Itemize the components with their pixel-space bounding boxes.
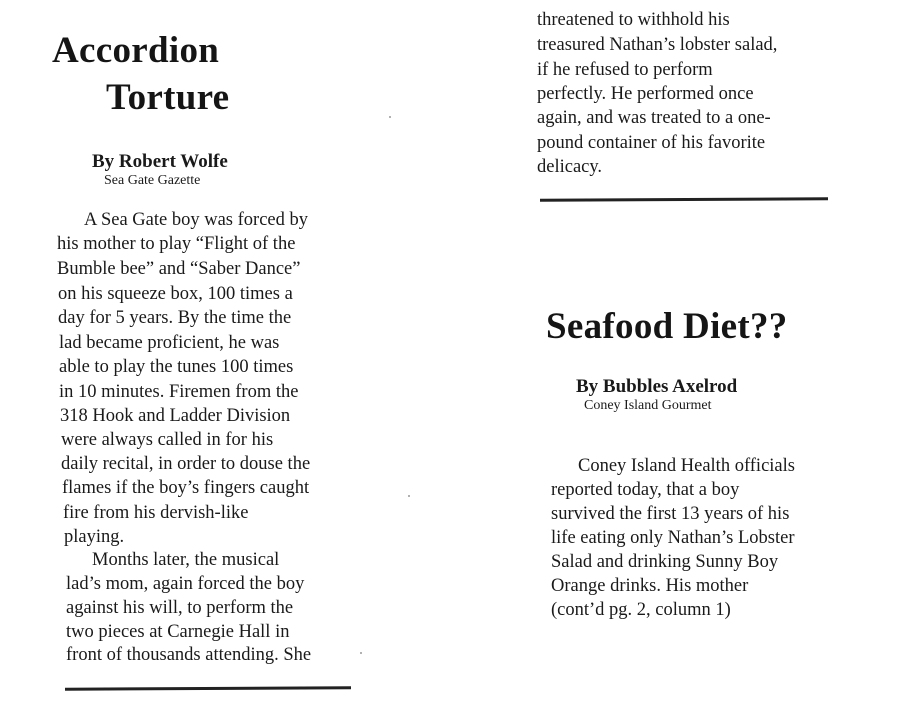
article1-line: on his squeeze box, 100 times a <box>58 284 293 304</box>
article1-byline: By Robert Wolfe <box>92 151 228 172</box>
scan-speck <box>389 116 391 118</box>
article1-line: able to play the tunes 100 times <box>59 357 294 377</box>
article1-line: against his will, to perform the <box>66 598 294 618</box>
article2-source: Coney Island Gourmet <box>584 398 712 413</box>
article1-line: flames if the boy’s fingers caught <box>62 478 310 498</box>
article2-line: Orange drinks. His mother <box>551 576 749 596</box>
article1-line: fire from his dervish-like <box>63 503 249 523</box>
article2-line: Coney Island Health officials <box>578 456 795 476</box>
article1-continued-line: again, and was treated to a one- <box>537 108 771 128</box>
article1-continued-line: perfectly. He performed once <box>537 84 754 104</box>
article2-byline: By Bubbles Axelrod <box>576 376 738 397</box>
article2-line: (cont’d pg. 2, column 1) <box>551 600 731 620</box>
article1-line: lad’s mom, again forced the boy <box>66 574 305 594</box>
article1-line: playing. <box>64 527 125 547</box>
article2-line: reported today, that a boy <box>551 480 740 500</box>
article1-headline-line2: Torture <box>106 77 230 118</box>
article1-continued-line: if he refused to perform <box>537 60 713 80</box>
article1-line: in 10 minutes. Firemen from the <box>59 382 299 402</box>
article1-line: Bumble bee” and “Saber Dance” <box>57 259 301 279</box>
article1-line: were always called in for his <box>61 430 274 450</box>
article2-line: Salad and drinking Sunny Boy <box>551 552 779 572</box>
article1-continued-bottom-rule <box>540 197 828 202</box>
article1-line: A Sea Gate boy was forced by <box>84 210 308 230</box>
article1-continued-line: treasured Nathan’s lobster salad, <box>537 35 778 55</box>
article1-continued-line: delicacy. <box>537 157 603 177</box>
scan-speck <box>360 652 362 654</box>
article1-line: 318 Hook and Ladder Division <box>60 406 291 426</box>
article1-line: lad became proficient, he was <box>59 333 280 353</box>
article2-line: survived the first 13 years of his <box>551 504 790 524</box>
article1-continued-line: threatened to withhold his <box>537 10 730 30</box>
article1-bottom-rule <box>65 686 351 690</box>
scan-speck <box>408 495 410 497</box>
article2-headline: Seafood Diet?? <box>546 306 788 347</box>
article1-line: day for 5 years. By the time the <box>58 308 292 328</box>
article1-line: front of thousands attending. She <box>66 645 312 665</box>
article1-continued-line: pound container of his favorite <box>537 133 766 153</box>
article1-headline-line1: Accordion <box>52 30 220 71</box>
article1-line: his mother to play “Flight of the <box>57 234 296 254</box>
article1-line: daily recital, in order to douse the <box>61 454 311 474</box>
article1-source: Sea Gate Gazette <box>104 173 201 188</box>
article2-line: life eating only Nathan’s Lobster <box>551 528 795 548</box>
article1-line: two pieces at Carnegie Hall in <box>66 622 290 642</box>
article1-line: Months later, the musical <box>92 550 280 570</box>
